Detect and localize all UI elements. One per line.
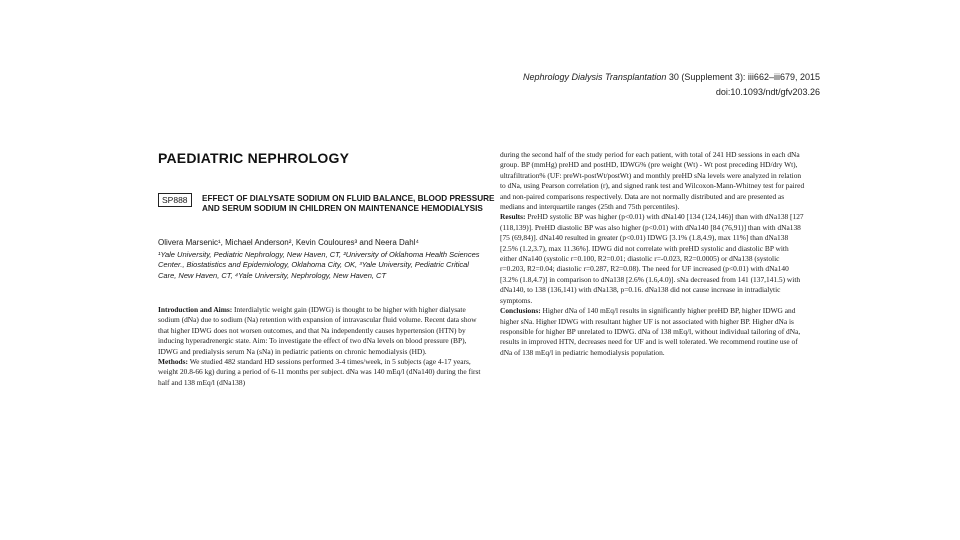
conclusions-label: Conclusions:	[500, 306, 541, 316]
author-list: Olivera Marsenic¹, Michael Anderson², Kevin Couloures³ and Neera Dahl⁴	[158, 238, 419, 247]
conclusions-paragraph	[500, 306, 805, 358]
intro-text: Interdialytic weight gain (IDWG) is thought to be higher with higher dialysate sodium (dNa) due to sodium (Na) retention with expansion of intravascular fluid volume. Recent data show that higher IDWG does not worsen outcomes, and that Na independently causes hypertension (HTN) by inducing hyperadrenergic state. Aim: To investigate the effect of two dNa levels on blood pressure (BP), IDWG and predialysis serum Na (sNa) in pediatric patients on chronic hemodialysis (HD).	[158, 305, 477, 356]
doi: doi:10.1093/ndt/gfv203.26	[715, 87, 820, 97]
abstract-id: SP888	[158, 193, 192, 207]
citation-volume: 30 (Supplement 3): iii662–iii679, 2015	[666, 72, 820, 82]
intro-label: Introduction and Aims:	[158, 305, 233, 314]
results-paragraph	[500, 212, 805, 306]
results-label: Results:	[500, 212, 526, 222]
right-column	[500, 150, 805, 358]
section-title: PAEDIATRIC NEPHROLOGY	[158, 150, 350, 166]
journal-header	[523, 70, 820, 100]
left-column	[158, 305, 488, 388]
journal-name: Nephrology Dialysis Transplantation	[522, 72, 667, 82]
methods-text: We studied 482 standard HD sessions performed 3-4 times/week, in 5 subjects (age 4-17 years, weight 20.8-66 kg) during a period of 6-11 months per subject. dNa was 140 mEq/l (dNa140) during the first half and 138 mEq/l (dNa138)	[158, 357, 481, 387]
abstract-title: EFFECT OF DIALYSATE SODIUM ON FLUID BALANCE, BLOOD PRESSURE AND SERUM SODIUM IN CHILDREN ON MAINTENANCE HEMODIALYSIS	[202, 194, 495, 213]
methods-label: Methods:	[158, 357, 188, 367]
results-text: PreHD systolic BP was higher (p<0.01) with dNa140 [134 (124,146)] than with dNa138 [127 (118,139)]. PreHD diastolic BP was also higher (p<0.01) with dNa140 [84 (76,91)] than with dNa138 [75 (69,84)]. dNa140 resulted in greater (p<0.01) IDWG [3.1% (1.8,4.9), max 11%] than dNa138 [2.5% (1.2,3.7), max 11.36%]. IDWG did not correlate with preHD systolic and diastolic BP with either dNa140 (systolic r=0.100, R2=0.01; diastolic r=-0.023, R2=0.0005) or dNa138 (systolic r=0.203, R2=0.04; diastolic r=0.287, R2=0.08). The need for UF increased (p<0.01) with dNa140 [3.2% (1.8,4.7)] in comparison to dNa138 [2.6% (1.6,4.0)]. sNa decreased from 141 (137,141.5) with dNa140, to 138 (136,141) with dNa138, p=0.16. dNa138 did not cause increase in intradialytic symptoms.	[500, 212, 804, 305]
methods-continuation: during the second half of the study period for each patient, with total of 241 HD sessions in each dNa group. BP (mmHg) preHD and postHD, IDWG% (pre weight (Wt) - Wt post preceding HD/dry Wt), ultrafiltration% (UF: preWt-postWt/postWt) and monthly preHD sNa levels were analyzed in relation to dNa, using Pearson correlation (r), and signed rank test and Wilcoxon-Mann-Whitney test for paired and non-paired comparisons respectively. Data are not normally distributed and are presented as medians and interquartile ranges (25th and 75th percentiles).	[500, 150, 805, 212]
introduction-paragraph	[158, 305, 488, 357]
journal-citation	[523, 70, 820, 85]
methods-paragraph	[158, 357, 488, 388]
affiliations: ¹Yale University, Pediatric Nephrology, New Haven, CT, ²University of Oklahoma Health Sciences Center., Biostatistics and Epidemiology, Oklahoma City, OK, ³Yale University, Pediatric Critical Care, New Haven, CT, ⁴Yale University, Nephrology, New Haven, CT	[158, 250, 480, 280]
conclusions-text: Higher dNa of 140 mEq/l results in significantly higher preHD BP, higher IDWG and higher sNa. Higher IDWG with resultant higher UF is not associated with higher BP. Higher dNa is responsible for higher BP unrelated to IDWG. dNa of 138 mEq/l, without individual tailoring of dNa, results in improved HTN, decreases need for UF and is well tolerated. We recommend routine use of dNa of 138 mEq/l in pediatric hemodialysis population.	[500, 306, 801, 357]
